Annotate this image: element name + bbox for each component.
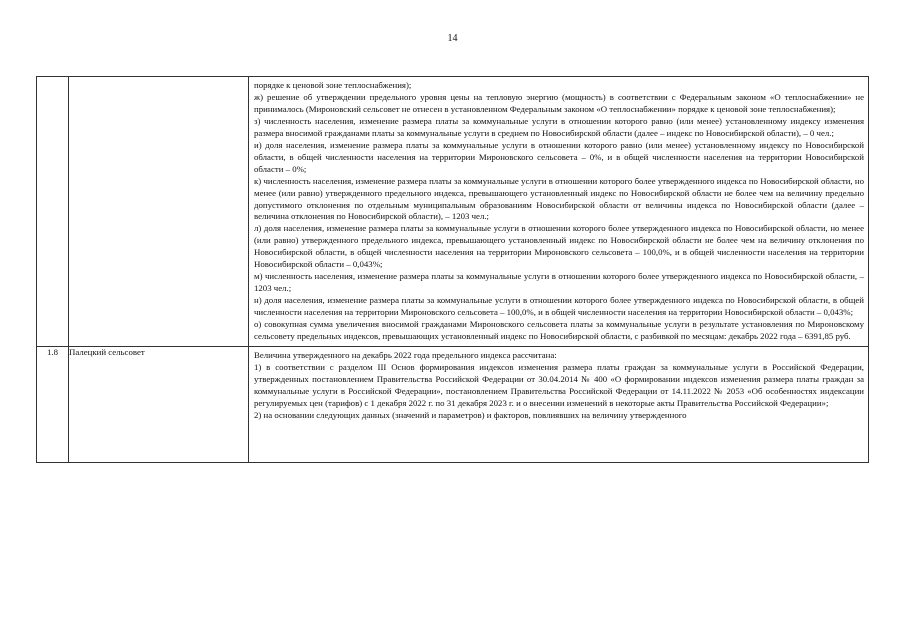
description-cell	[249, 77, 869, 347]
row-number-cell: 1.8	[37, 346, 69, 462]
description-cell	[249, 346, 869, 462]
paragraph: порядке к ценовой зоне теплоснабжения);	[254, 80, 412, 90]
paragraph: и) доля населения, изменение размера платы за коммунальные услуги в отношении которого равно (или менее) установленному индексу по Новосибирской области, в общей численности населения на территории Мироновского сельсовета – 0%, и в общей численности населения на территории Новосибирской области – 0%;	[254, 139, 864, 174]
paragraph: о) совокупная сумма увеличения вносимой гражданами Мироновского сельсовета платы за коммунальные услуги в результате установления по Мироновскому сельсовету предельных индексов, превышающих установленный индекс по Новосибирской области, с разбивкой по месяцам: декабрь 2022 года – 6391,85 руб.	[254, 319, 864, 342]
paragraph: м) численность населения, изменение размера платы за коммунальные услуги в отношении которого более утвержденного индекса по Новосибирской области, – 1203 чел.;	[254, 271, 864, 294]
paragraph: 2) на основании следующих данных (значений и параметров) и факторов, повлиявших на величину утвержденного	[254, 409, 687, 420]
paragraph: ж) решение об утверждении предельного уровня цены на тепловую энергию (мощность) в соответствии с Федеральным законом «О теплоснабжении» не принималось (Мироновский сельсовет не отнесен в установленном Федеральным законом «О теплоснабжении» порядке к ценовой зоне теплоснабжения);	[254, 91, 864, 114]
paragraph: з) численность населения, изменение размера платы за коммунальные услуги в отношении которого равно (или менее) установленному индексу изменения размера вносимой гражданами платы за коммунальные услуги в среднем по Новосибирской области (далее – индекс по Новосибирской области), – 0 чел.;	[254, 115, 864, 138]
paragraph: к) численность населения, изменение размера платы за коммунальные услуги в отношении которого более утвержденного индекса по Новосибирской области, но менее (или равно) утвержденного предельного индекса, превышающего установленный индекс по Новосибирской области не более чем на величину предельно допустимого отклонения по отдельным муниципальным образованиям Новосибирской области от величины индекса по Новосибирской области (далее – величина отклонения по Новосибирской области), – 1203 чел.;	[254, 175, 864, 222]
document-table	[36, 76, 869, 463]
paragraph: 1) в соответствии с разделом III Основ формирования индексов изменения размера платы граждан за коммунальные услуги в Российской Федерации, утвержденных постановлением Правительства Российской Федерации от 30.04.2014 № 400 «О формировании индексов изменения размера платы граждан за коммунальные услуги в Российской Федерации», постановлением Правительства Российской Федерации от 14.11.2022 № 2053 «Об особенностях индексации регулируемых цен (тарифов) с 1 декабря 2022 г. по 31 декабря 2023 г. и о внесении изменений в некоторые акты Правительства Российской Федерации»;	[254, 361, 864, 408]
table-row	[37, 77, 869, 347]
paragraph: л) доля населения, изменение размера платы за коммунальные услуги в отношении которого более утвержденного индекса по Новосибирской области, но менее (или равно) утвержденного предельного индекса, превышающего установленный индекс по Новосибирской области не более чем на величину отклонения по Новосибирской области, в общей численности населения на территории Мироновского сельсовета – 100,0%, и в общей численности населения на территории Новосибирской области – 0,043%;	[254, 223, 864, 270]
paragraph: н) доля населения, изменение размера платы за коммунальные услуги в отношении которого более утвержденного индекса по Новосибирской области, в общей численности населения на территории Мироновского сельсовета – 100,0%, и в общей численности населения на территории Новосибирской области – 0,043%;	[254, 295, 864, 318]
municipality-name-cell	[69, 77, 249, 347]
page-number: 14	[447, 33, 458, 44]
row-number-cell	[37, 77, 69, 347]
paragraph: Величина утвержденного на декабрь 2022 года предельного индекса рассчитана:	[254, 349, 557, 360]
table-row	[37, 346, 869, 462]
municipality-name-cell: Палецкий сельсовет	[69, 346, 249, 462]
